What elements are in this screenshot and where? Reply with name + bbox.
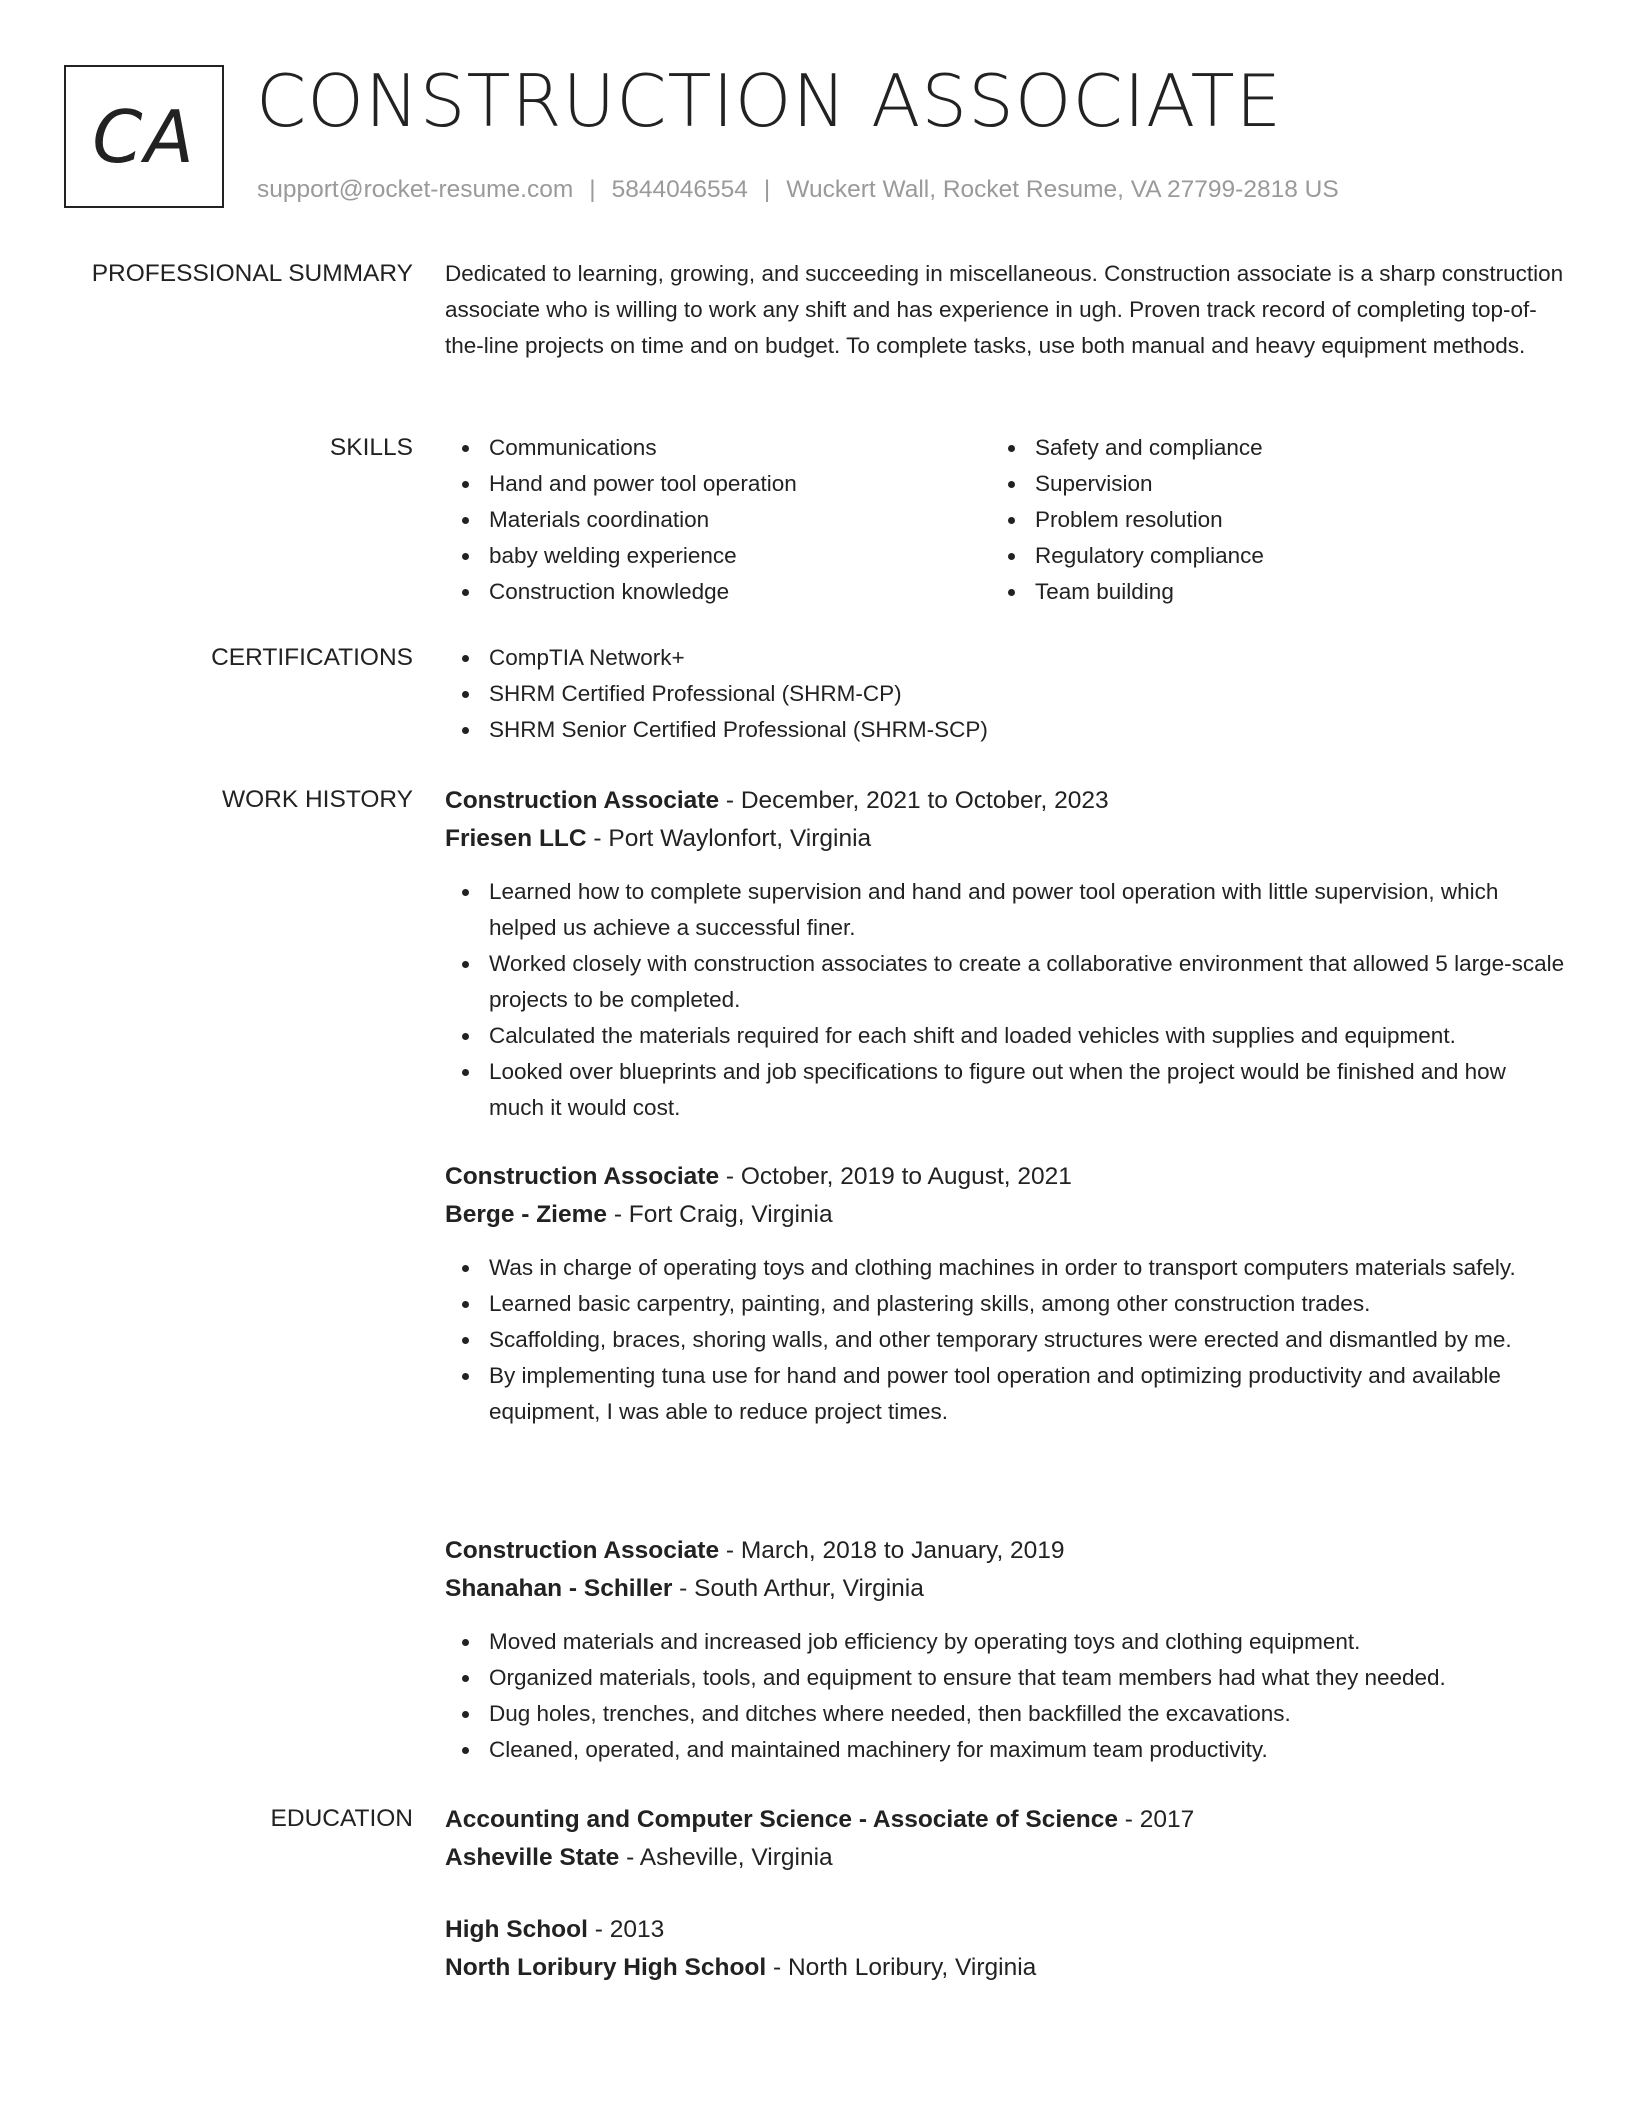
job-bullet: By implementing tuna use for hand and power tool operation and optimizing productivity and available equipment, I was able to reduce project times. bbox=[445, 1358, 1565, 1430]
skill-item: Supervision bbox=[991, 466, 1537, 502]
section-label-summary: PROFESSIONAL SUMMARY bbox=[91, 260, 413, 287]
contact-address: Wuckert Wall, Rocket Resume, VA 27799-2818 US bbox=[786, 176, 1339, 203]
skill-item: baby welding experience bbox=[445, 538, 991, 574]
job-title-line bbox=[445, 1532, 1565, 1570]
skill-item: Materials coordination bbox=[445, 502, 991, 538]
contact-separator: | bbox=[589, 176, 596, 203]
job-title-line bbox=[445, 782, 1565, 820]
candidate-name: CONSTRUCTION ASSOCIATE bbox=[256, 59, 1283, 143]
education-year: - 2013 bbox=[587, 1916, 665, 1943]
certifications-list bbox=[445, 640, 1565, 748]
education-degree: High School bbox=[445, 1916, 588, 1943]
skill-item: Communications bbox=[445, 430, 991, 466]
education-school-line bbox=[445, 1949, 1565, 1987]
job-bullet: Worked closely with construction associates to create a collaborative environment that allowed 5 large-scale projects to be completed. bbox=[445, 946, 1565, 1018]
skills-list-right bbox=[991, 430, 1537, 610]
contact-email: support@rocket-resume.com bbox=[257, 176, 574, 203]
job-company-line bbox=[445, 1570, 1565, 1608]
skill-item: Regulatory compliance bbox=[991, 538, 1537, 574]
job-bullet: Moved materials and increased job efficiency by operating toys and clothing equipment. bbox=[445, 1624, 1565, 1660]
certification-item: SHRM Certified Professional (SHRM-CP) bbox=[445, 676, 1565, 712]
job-bullet: Scaffolding, braces, shoring walls, and other temporary structures were erected and dismantled by me. bbox=[445, 1322, 1565, 1358]
section-label-work-history: WORK HISTORY bbox=[221, 786, 413, 813]
certification-item: CompTIA Network+ bbox=[445, 640, 1565, 676]
skill-item: Safety and compliance bbox=[991, 430, 1537, 466]
contact-separator: | bbox=[763, 176, 771, 203]
skill-item: Problem resolution bbox=[991, 502, 1537, 538]
contact-phone: 5844046554 bbox=[611, 176, 748, 203]
job-company: Shanahan - Schiller bbox=[445, 1575, 673, 1602]
job-title: Construction Associate bbox=[445, 1163, 720, 1190]
certification-item: SHRM Senior Certified Professional (SHRM-SCP) bbox=[445, 712, 1565, 748]
certifications-body bbox=[445, 640, 1565, 748]
education-degree: Accounting and Computer Science - Associate of Science bbox=[445, 1806, 1118, 1833]
job-title: Construction Associate bbox=[445, 1537, 720, 1564]
job-title-line bbox=[445, 1158, 1565, 1196]
job-dates: - March, 2018 to January, 2019 bbox=[719, 1537, 1065, 1564]
job-bullet: Learned basic carpentry, painting, and plastering skills, among other construction trades. bbox=[445, 1286, 1565, 1322]
job-company: Friesen LLC bbox=[445, 825, 587, 852]
job-bullets bbox=[445, 1250, 1565, 1430]
job-bullets bbox=[445, 874, 1565, 1126]
job-bullet: Was in charge of operating toys and clothing machines in order to transport computers materials safely. bbox=[445, 1250, 1565, 1286]
skill-item: Team building bbox=[991, 574, 1537, 610]
job-bullet: Learned how to complete supervision and hand and power tool operation with little supervision, which helped us achieve a successful finer. bbox=[445, 874, 1565, 946]
summary-text: Dedicated to learning, growing, and succeeding in miscellaneous. Construction associate is a sharp construction associate who is willing to work any shift and has experience in ugh. Proven track record of completing top-of-the-line projects on time and on budget. To complete tasks, use both manual and heavy equipment methods. bbox=[445, 261, 1564, 358]
education-school: North Loribury High School bbox=[445, 1954, 767, 1981]
skills-columns bbox=[445, 430, 1565, 610]
job-bullet: Looked over blueprints and job specifications to figure out when the project would be finished and how much it would cost. bbox=[445, 1054, 1565, 1126]
job-company-line bbox=[445, 820, 1565, 858]
job-entry bbox=[445, 1532, 1565, 1768]
section-label-education: EDUCATION bbox=[270, 1805, 413, 1832]
job-company-line bbox=[445, 1196, 1565, 1234]
education-entry bbox=[445, 1911, 1565, 1987]
job-entry bbox=[445, 782, 1565, 1126]
education-school: Asheville State bbox=[445, 1844, 620, 1871]
job-bullet: Calculated the materials required for each shift and loaded vehicles with supplies and equipment. bbox=[445, 1018, 1565, 1054]
education-degree-line bbox=[445, 1911, 1565, 1949]
job-bullet: Cleaned, operated, and maintained machinery for maximum team productivity. bbox=[445, 1732, 1565, 1768]
education-location: - North Loribury, Virginia bbox=[766, 1954, 1037, 1981]
job-dates: - December, 2021 to October, 2023 bbox=[719, 787, 1109, 814]
job-bullets bbox=[445, 1624, 1565, 1768]
job-location: - Port Waylonfort, Virginia bbox=[586, 825, 872, 852]
skill-item: Hand and power tool operation bbox=[445, 466, 991, 502]
job-bullet: Dug holes, trenches, and ditches where needed, then backfilled the excavations. bbox=[445, 1696, 1565, 1732]
education-year: - 2017 bbox=[1118, 1806, 1195, 1833]
contact-line bbox=[257, 173, 1339, 207]
monogram-box bbox=[64, 65, 224, 208]
education-school-line bbox=[445, 1839, 1565, 1877]
skill-item: Construction knowledge bbox=[445, 574, 991, 610]
job-title: Construction Associate bbox=[445, 787, 720, 814]
education-degree-line bbox=[445, 1801, 1565, 1839]
section-label-certifications: CERTIFICATIONS bbox=[211, 644, 413, 671]
job-location: - Fort Craig, Virginia bbox=[607, 1201, 833, 1228]
section-label-skills: SKILLS bbox=[329, 434, 413, 461]
job-entry bbox=[445, 1158, 1565, 1430]
job-bullet: Organized materials, tools, and equipment to ensure that team members had what they needed. bbox=[445, 1660, 1565, 1696]
job-location: - South Arthur, Virginia bbox=[672, 1575, 924, 1602]
monogram-initials: CA bbox=[92, 94, 196, 179]
job-dates: - October, 2019 to August, 2021 bbox=[719, 1163, 1072, 1190]
education-entry bbox=[445, 1801, 1565, 1877]
skills-list-left bbox=[445, 430, 991, 610]
job-company: Berge - Zieme bbox=[445, 1201, 608, 1228]
education-location: - Asheville, Virginia bbox=[619, 1844, 833, 1871]
